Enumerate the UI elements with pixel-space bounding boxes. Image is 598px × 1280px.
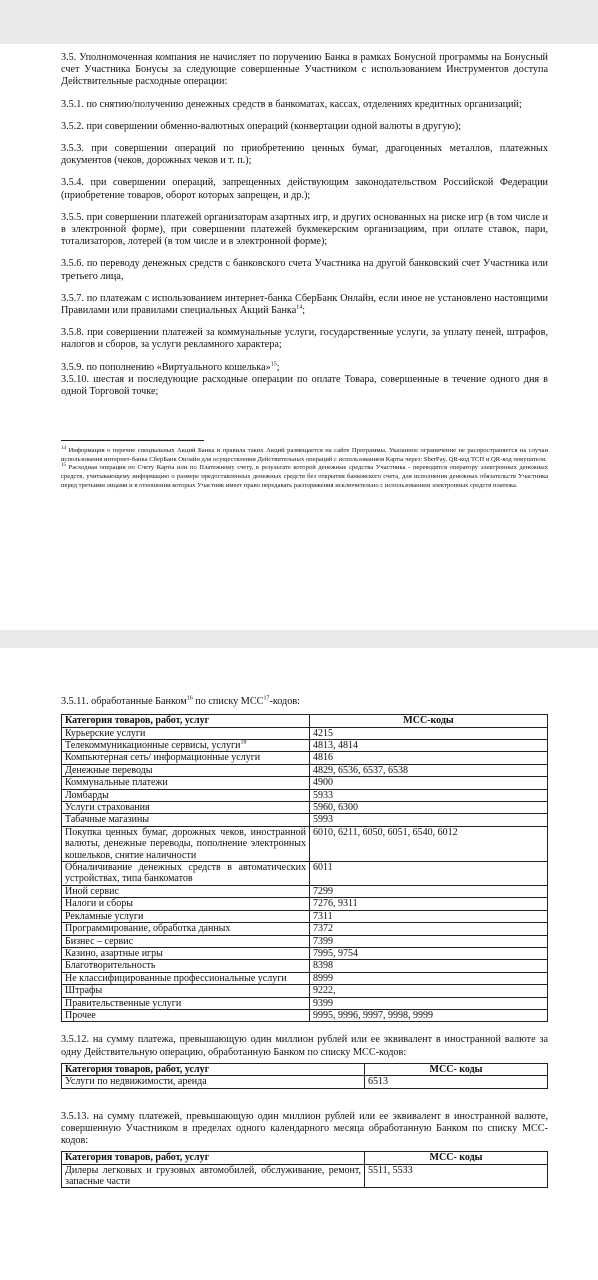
mcc-cell: 5960, 6300	[310, 802, 548, 814]
mcc-cell: 7399	[310, 935, 548, 947]
table-row	[62, 826, 548, 861]
mcc-cell: 5993	[310, 814, 548, 826]
document-page-1	[0, 44, 598, 630]
category-text: Казино, азартные игры	[65, 947, 163, 959]
category-cell	[62, 985, 310, 997]
table-row	[62, 910, 548, 922]
category-text: Программирование, обработка данных	[65, 923, 231, 935]
category-cell	[62, 898, 310, 910]
table-row	[62, 885, 548, 897]
category-cell	[62, 814, 310, 826]
column-header-category: Категория товаров, работ, услуг	[62, 715, 310, 727]
category-text: Штрафы	[65, 985, 103, 997]
footnote-ref[interactable]: 18	[240, 739, 247, 746]
category-cell	[62, 972, 310, 984]
footnote-15	[61, 464, 548, 490]
paragraph: 3.5.2. при совершении обменно-валютных операций (конвертации одной валюты в другую);	[61, 120, 462, 132]
footnote-ref[interactable]: 14	[296, 304, 303, 311]
footnote-ref[interactable]: 17	[263, 695, 270, 702]
category-cell	[62, 789, 310, 801]
mcc-cell: 5511, 5533	[365, 1164, 548, 1188]
mcc-cell: 9399	[310, 997, 548, 1009]
mcc-cell: 7311	[310, 910, 548, 922]
paragraph-3-5-11	[61, 696, 548, 708]
category-text: Налоги и сборы	[65, 898, 133, 910]
category-text: Компьютерная сеть/ информационные услуги	[65, 752, 261, 764]
mcc-cell: 4816	[310, 752, 548, 764]
column-header-category: Категория товаров, работ, услуг	[62, 1152, 365, 1164]
paragraph-text: 3.5.7. по платежам с использованием интернет-банка СберБанк Онлайн, если иное не установлено настоящими Правилами или правилами специальных Акций Банка	[61, 292, 548, 317]
mcc-cell: 4215	[310, 727, 548, 739]
category-cell	[62, 740, 310, 752]
paragraph-3-5-7	[61, 293, 548, 317]
category-text: Услуги страхования	[65, 802, 150, 814]
paragraph: 3.5.6. по переводу денежных средств с банковского счета Участника на другой банковский счет Участника или третьего лица,	[61, 258, 548, 282]
paragraph: 3.5.3. при совершении операций по приобретению ценных бумаг, драгоценных металлов, платежных документов (чеков, дорожных чеков и т. п.);	[61, 143, 548, 167]
paragraph-list	[61, 52, 548, 283]
category-text: Благотворительность	[65, 960, 156, 972]
column-header-mcc: МСС- коды	[365, 1063, 548, 1075]
category-cell	[62, 885, 310, 897]
paragraph-3-5-10: 3.5.10. шестая и последующие расходные операции по оплате Товара, совершенные в течение одного дня в одной Торговой точке;	[61, 373, 548, 398]
table-row	[62, 1164, 548, 1188]
table-row	[62, 740, 548, 752]
mcc-cell: 6010, 6211, 6050, 6051, 6540, 6012	[310, 826, 548, 861]
table-row	[62, 814, 548, 826]
category-text: Рекламные услуги	[65, 910, 144, 922]
mcc-cell: 8999	[310, 972, 548, 984]
mcc-table-auto-dealers	[61, 1151, 548, 1188]
paragraph-text: 3.5.9. по пополнению «Виртуального кошелька»	[61, 361, 271, 373]
table-row	[62, 802, 548, 814]
category-text: Ломбарды	[65, 789, 109, 801]
category-cell	[62, 935, 310, 947]
mcc-cell: 9222,	[310, 985, 548, 997]
mcc-cell: 9995, 9996, 9997, 9998, 9999	[310, 1009, 548, 1021]
category-text: Курьерские услуги	[65, 727, 146, 739]
viewer-top-bar	[0, 0, 598, 44]
table-row	[62, 985, 548, 997]
mcc-cell: 7299	[310, 885, 548, 897]
category-text: Обналичивание денежных средств в автоматических устройствах, типа банкоматов	[65, 862, 306, 885]
category-cell	[62, 947, 310, 959]
paragraph: 3.5.1. по снятию/получению денежных средств в банкоматах, кассах, отделениях кредитных организаций;	[61, 98, 522, 110]
footnote-divider	[61, 440, 204, 441]
category-cell	[62, 802, 310, 814]
category-cell	[62, 910, 310, 922]
category-cell	[62, 727, 310, 739]
paragraph: 3.5.4. при совершении операций, запрещенных действующим законодательством Российской Федерации (приобретение товаров, оборот которых запрещен, и др.);	[61, 177, 548, 201]
table-header-row	[62, 1063, 548, 1075]
table-row	[62, 727, 548, 739]
mcc-cell: 7372	[310, 923, 548, 935]
category-cell: Дилеры легковых и грузовых автомобилей, обслуживание, ремонт, запасные части	[62, 1164, 365, 1188]
table-row	[62, 923, 548, 935]
paragraph: 3.5. Уполномоченная компания не начисляет по поручению Банка в рамках Бонусной программы на Бонусный счет Участника Бонусы за следующие совершенные Участником с использованием Инструментов доступа Действительные расходные операции:	[61, 52, 548, 88]
paragraph-text-end: ;	[276, 361, 280, 373]
paragraph-3-5-9	[61, 362, 548, 374]
mcc-cell: 7276, 9311	[310, 898, 548, 910]
table-row	[62, 789, 548, 801]
table-row	[62, 1076, 548, 1088]
category-text: Иной сервис	[65, 885, 119, 897]
paragraph: 3.5.5. при совершении платежей организаторам азартных игр, и других основанных на риске игр (в том числе и в электронной форме), при совершении платежей букмекерским организациям, при оплате ставок, пари, тотализаторов, лотерей (в том числе и в электронной форме);	[61, 211, 548, 248]
footnote-text: Информация о перечне специальных Акций Банка и правила таких Акций размещается на сайте Программы. Указанное ограничение не распространяется на случаи использования интернет-банка СберБанк Онлайн для осуществления Действительных операций с использованием Карты через: SberPay, QR-код ТСП и QR-код покупателя.	[61, 447, 548, 463]
category-text: Телекоммуникационные сервисы, услуги	[65, 740, 241, 752]
table-body	[62, 727, 548, 1022]
category-cell	[62, 764, 310, 776]
column-header-mcc: МСС-коды	[310, 715, 548, 727]
document-page-2	[0, 648, 598, 1280]
footnote-number: 15	[61, 463, 66, 469]
category-text: Правительственные услуги	[65, 997, 182, 1009]
category-text: Прочее	[65, 1009, 96, 1021]
table-row	[62, 898, 548, 910]
mcc-cell: 8398	[310, 960, 548, 972]
mcc-cell: 7995, 9754	[310, 947, 548, 959]
mcc-table	[61, 714, 548, 1022]
footnote-number: 14	[61, 446, 66, 452]
paragraph-3-5-13: 3.5.13. на сумму платежей, превышающую один миллион рублей или ее эквивалент в иностранной валюте, совершенную Участником в пределах одного календарного месяца обработанную Банком по списку МСС-кодов:	[61, 1110, 548, 1146]
table-row	[62, 947, 548, 959]
category-text: Не классифицированные профессиональные услуги	[65, 972, 287, 984]
footnote-14	[61, 447, 548, 464]
mcc-cell: 4900	[310, 777, 548, 789]
paragraph-text: -кодов:	[269, 696, 300, 707]
category-cell	[62, 923, 310, 935]
column-header-mcc: МСС- коды	[365, 1152, 548, 1164]
category-cell	[62, 826, 310, 861]
category-cell	[62, 862, 310, 886]
category-text: Бизнес – сервис	[65, 935, 134, 947]
paragraph-text-end: ;	[302, 305, 306, 317]
table-row	[62, 752, 548, 764]
paragraph-text: по списку МСС	[192, 696, 264, 707]
category-cell	[62, 777, 310, 789]
table-header-row	[62, 1152, 548, 1164]
category-text: Денежные переводы	[65, 764, 153, 776]
table-row	[62, 764, 548, 776]
category-cell	[62, 1009, 310, 1021]
paragraph-3-5-12: 3.5.12. на сумму платежа, превышающую один миллион рублей или ее эквивалент в иностранной валюте за одну Действительную операцию, обработанную Банком по списку МСС-кодов:	[61, 1034, 548, 1058]
table-row	[62, 935, 548, 947]
mcc-cell: 6513	[365, 1076, 548, 1088]
category-text: Коммунальные платежи	[65, 777, 168, 789]
category-text: Табачные магазины	[65, 814, 150, 826]
table-row	[62, 997, 548, 1009]
mcc-cell: 4829, 6536, 6537, 6538	[310, 764, 548, 776]
category-cell: Услуги по недвижимости, аренда	[62, 1076, 365, 1088]
footnote-ref[interactable]: 15	[270, 361, 277, 368]
table-row	[62, 960, 548, 972]
table-row	[62, 1009, 548, 1021]
category-cell	[62, 960, 310, 972]
table-row	[62, 777, 548, 789]
table-header-row	[62, 715, 548, 727]
table-row	[62, 972, 548, 984]
paragraph-text: 3.5.11. обработанные Банком	[61, 696, 187, 707]
mcc-table-real-estate	[61, 1063, 548, 1089]
paragraph-3-5-8: 3.5.8. при совершении платежей за коммунальные услуги, государственные услуги, за уплату пеней, штрафов, налогов и сборов, за услуги рекламного характера;	[61, 327, 548, 351]
category-cell	[62, 997, 310, 1009]
category-cell	[62, 752, 310, 764]
mcc-cell: 5933	[310, 789, 548, 801]
footnote-ref[interactable]: 16	[186, 695, 193, 702]
table-row	[62, 862, 548, 886]
category-text: Покупка ценных бумаг, дорожных чеков, иностранной валюты, денежные переводы, пополнение электронных кошельков, снятие наличности	[65, 826, 306, 861]
mcc-cell: 6011	[310, 862, 548, 886]
column-header-category: Категория товаров, работ, услуг	[62, 1063, 365, 1075]
footnote-text: Расходная операция по Счету Карты или по Платежному счету, в результате которой денежные средства Участника - переводятся оператору электронных денежных средств, учитывающему информацию о размере предоставленных денежных средств без открытия банковского счета, для исполнения денежных обязательств Участника перед третьими лицами и в отношении которых Участник имеет право передавать распоряжения исключительно с использованием электронных средств платежа.	[61, 464, 548, 489]
mcc-cell: 4813, 4814	[310, 740, 548, 752]
